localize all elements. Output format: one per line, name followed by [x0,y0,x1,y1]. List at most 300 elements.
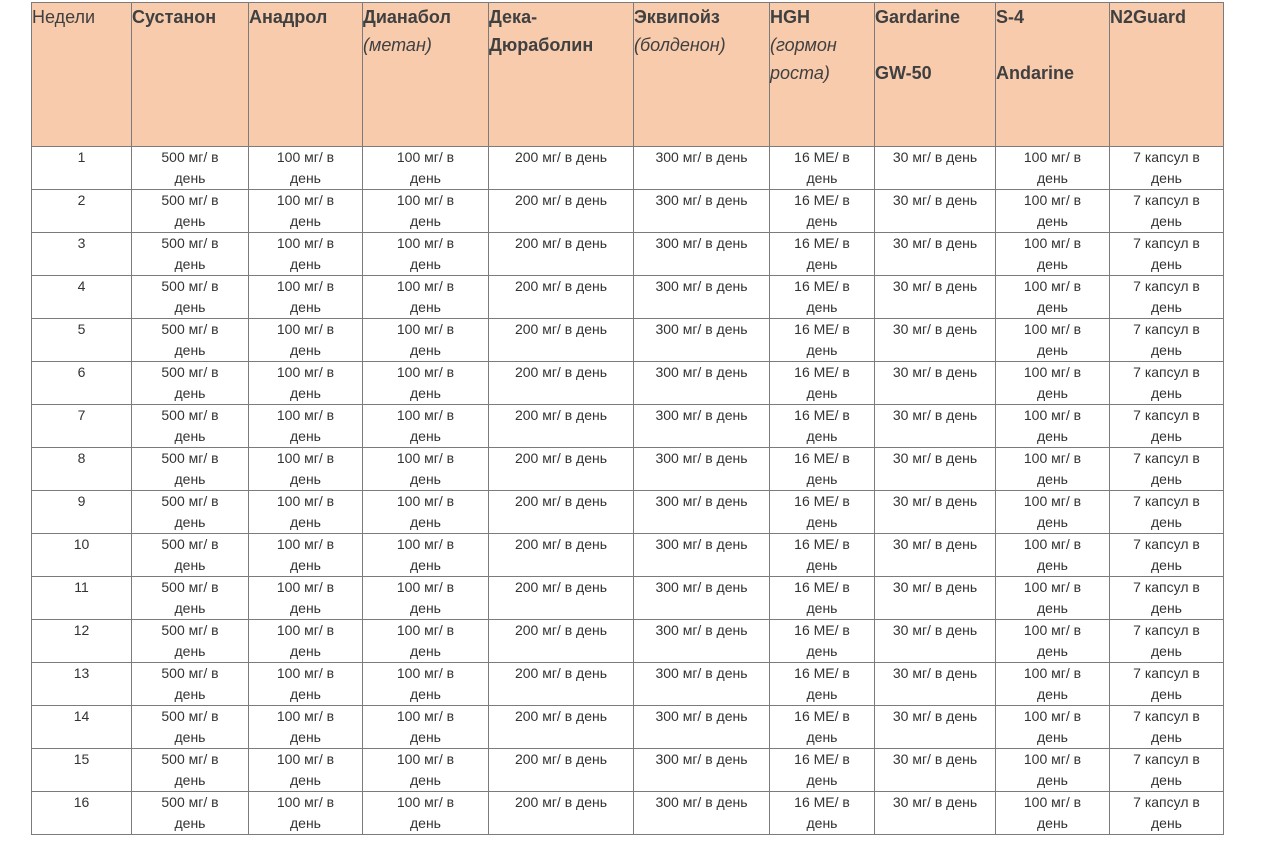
dose-cell-dianabol [363,577,489,620]
dose-cell-deca [489,577,634,620]
dose-cell-anadrol [249,620,363,663]
dose-text: 100 мг/ в [1023,149,1082,165]
dose-text: день [410,428,441,444]
dose-cell-gardarine [875,233,996,276]
dose-text: 100 мг/ в [276,149,335,165]
dose-text: день [290,600,321,616]
dose-text: 100 мг/ в [1023,708,1082,724]
dose-text: день [806,514,838,530]
header-deca-label-2: Дюраболин [489,35,594,55]
dose-text: день [410,213,441,229]
dose-cell-deca [489,749,634,792]
dose-cell-sustanon [132,233,249,276]
dose-text: 100 мг/ в [396,493,455,509]
dose-text: день [290,385,321,401]
table-row [32,319,1224,362]
table-row [32,620,1224,663]
dose-text: день [174,557,206,573]
dose-text: 500 мг/ в [161,192,219,208]
dose-cell-hgh [770,362,875,405]
dose-text: день [174,385,206,401]
dose-cell-equipoise [634,448,770,491]
dose-cell-hgh [770,448,875,491]
dose-text: день [1037,729,1068,745]
dose-text: 100 мг/ в [1023,493,1082,509]
dose-cell-dianabol [363,448,489,491]
dose-text: 100 мг/ в [396,751,455,767]
table-row [32,362,1224,405]
dose-cell-gardarine [875,577,996,620]
dose-text: день [410,385,441,401]
dose-text: день [290,643,321,659]
dose-cell-n2guard [1110,448,1224,491]
header-weeks-label: Недели [32,7,96,27]
dose-text: день [174,643,206,659]
dose-cell-sustanon [132,319,249,362]
dose-text: 100 мг/ в [1023,751,1082,767]
dose-text: день [410,557,441,573]
table-row [32,663,1224,706]
dose-text: день [290,514,321,530]
week-number: 11 [32,577,132,620]
header-equipoise [634,3,770,147]
dose-text: день [806,772,838,788]
dose-text: день [410,643,441,659]
header-andarine-label-2: Andarine [996,63,1075,83]
dose-text: 100 мг/ в [276,407,335,423]
dose-cell-anadrol [249,405,363,448]
dose-text: 30 мг/ в день [892,321,978,337]
dose-cell-dianabol [363,362,489,405]
dose-cell-dianabol [363,233,489,276]
dose-text: 100 мг/ в [396,536,455,552]
dose-cell-equipoise [634,620,770,663]
dose-text: день [806,600,838,616]
dose-text: день [806,385,838,401]
dose-cell-andarine [996,749,1110,792]
dose-cell-sustanon [132,276,249,319]
dose-text: 200 мг/ в день [514,622,608,638]
dose-text: 100 мг/ в [396,149,455,165]
dose-cell-andarine [996,706,1110,749]
dose-text: 300 мг/ в день [655,235,748,251]
dose-text: 300 мг/ в день [655,536,748,552]
dose-text: 200 мг/ в день [514,149,608,165]
dose-cell-n2guard [1110,276,1224,319]
dose-cell-andarine [996,491,1110,534]
dose-text: день [1151,213,1182,229]
dose-text: 300 мг/ в день [655,579,748,595]
dose-cell-dianabol [363,276,489,319]
dose-text: 300 мг/ в день [655,149,748,165]
dose-cell-anadrol [249,577,363,620]
dose-text: 7 капсул в [1133,665,1200,681]
dose-text: 200 мг/ в день [514,493,608,509]
dose-text: день [174,342,206,358]
week-number: 3 [32,233,132,276]
dose-text: 16 МЕ/ в [794,665,850,681]
dose-cell-deca [489,362,634,405]
dose-cell-deca [489,405,634,448]
dose-cell-andarine [996,147,1110,190]
dose-text: день [290,729,321,745]
dose-text: 100 мг/ в [396,278,455,294]
dose-cell-andarine [996,233,1110,276]
dose-text: 16 МЕ/ в [794,708,850,724]
dose-text: день [290,342,321,358]
dose-text: день [1151,600,1182,616]
dose-text: день [806,342,838,358]
dose-text: 500 мг/ в [161,407,219,423]
dose-text: 7 капсул в [1133,536,1200,552]
header-sustanon-label: Сустанон [132,7,217,27]
dose-text: 200 мг/ в день [514,364,608,380]
dose-text: 300 мг/ в день [655,192,748,208]
dose-text: 100 мг/ в [276,278,335,294]
dose-cell-equipoise [634,577,770,620]
dose-text: 30 мг/ в день [892,450,978,466]
dose-cell-sustanon [132,362,249,405]
dose-text: 7 капсул в [1133,450,1200,466]
dose-text: 100 мг/ в [1023,407,1082,423]
dose-text: 100 мг/ в [1023,794,1082,810]
dose-text: 500 мг/ в [161,149,219,165]
dose-cell-dianabol [363,620,489,663]
dose-cell-gardarine [875,448,996,491]
dose-cell-hgh [770,663,875,706]
dose-cell-hgh [770,792,875,835]
dose-text: 500 мг/ в [161,665,219,681]
dose-cell-deca [489,233,634,276]
week-number: 10 [32,534,132,577]
dose-text: 7 капсул в [1133,278,1200,294]
dose-text: день [290,815,321,831]
dose-text: день [1037,213,1068,229]
dose-cell-gardarine [875,147,996,190]
dose-text: 500 мг/ в [161,751,219,767]
dose-text: 30 мг/ в день [892,708,978,724]
dose-cell-gardarine [875,749,996,792]
dose-cell-n2guard [1110,405,1224,448]
dose-text: день [1151,385,1182,401]
dose-text: 500 мг/ в [161,235,219,251]
dose-text: день [290,471,321,487]
dose-text: 16 МЕ/ в [794,235,850,251]
dose-text: 16 МЕ/ в [794,192,850,208]
dose-cell-equipoise [634,147,770,190]
dose-cell-equipoise [634,534,770,577]
dose-cell-sustanon [132,405,249,448]
dose-text: день [174,213,206,229]
dose-cell-anadrol [249,448,363,491]
dose-text: 30 мг/ в день [892,192,978,208]
dose-cell-hgh [770,276,875,319]
dose-text: 100 мг/ в [276,622,335,638]
dose-text: день [806,686,838,702]
week-number: 12 [32,620,132,663]
dose-text: 100 мг/ в [396,708,455,724]
dose-text: 300 мг/ в день [655,708,748,724]
dose-text: 500 мг/ в [161,450,219,466]
dose-text: день [806,471,838,487]
dose-text: день [290,213,321,229]
dose-text: день [410,471,441,487]
dose-cell-n2guard [1110,233,1224,276]
dose-cell-deca [489,620,634,663]
dose-text: 7 капсул в [1133,192,1200,208]
dose-text: 200 мг/ в день [514,450,608,466]
dose-text: день [806,643,838,659]
dose-text: 100 мг/ в [276,364,335,380]
dose-text: 7 капсул в [1133,493,1200,509]
dose-cell-sustanon [132,749,249,792]
dose-cell-equipoise [634,749,770,792]
table-row [32,792,1224,835]
dose-text: 100 мг/ в [1023,321,1082,337]
dose-cell-andarine [996,448,1110,491]
dose-cell-n2guard [1110,577,1224,620]
dose-text: день [410,772,441,788]
dose-cell-hgh [770,319,875,362]
week-number: 15 [32,749,132,792]
dose-text: 300 мг/ в день [655,751,748,767]
dose-cell-anadrol [249,233,363,276]
dose-text: 30 мг/ в день [892,536,978,552]
dose-text: 200 мг/ в день [514,536,608,552]
dose-text: день [290,299,321,315]
dose-text: 100 мг/ в [396,665,455,681]
dose-cell-deca [489,534,634,577]
week-number: 4 [32,276,132,319]
dose-text: 30 мг/ в день [892,278,978,294]
dose-cell-dianabol [363,190,489,233]
dose-text: день [174,256,206,272]
dose-text: 7 капсул в [1133,579,1200,595]
dose-text: день [1151,815,1182,831]
dose-text: день [806,815,838,831]
week-number: 7 [32,405,132,448]
dose-text: день [1151,428,1182,444]
dose-text: день [290,256,321,272]
dose-text: день [1151,514,1182,530]
dose-cell-dianabol [363,706,489,749]
dose-text: 500 мг/ в [161,321,219,337]
dose-text: день [410,342,441,358]
header-dianabol-sub: (метан) [363,35,432,55]
dose-text: день [1037,686,1068,702]
dose-cell-anadrol [249,319,363,362]
dose-text: 100 мг/ в [276,708,335,724]
dose-text: 100 мг/ в [396,622,455,638]
dose-text: день [806,170,838,186]
dose-cell-hgh [770,233,875,276]
header-dianabol [363,3,489,147]
dose-cell-sustanon [132,663,249,706]
header-deca-label: Дека- [489,7,538,27]
dose-text: день [174,815,206,831]
dose-cell-gardarine [875,706,996,749]
dose-cell-sustanon [132,448,249,491]
dose-text: 100 мг/ в [396,579,455,595]
dose-text: 30 мг/ в день [892,235,978,251]
header-equipoise-sub: (болденон) [634,35,726,55]
dose-cell-gardarine [875,276,996,319]
dose-cell-andarine [996,362,1110,405]
dose-text: день [1151,299,1182,315]
header-gardarine-label-2: GW-50 [875,63,932,83]
header-gardarine [875,3,996,147]
dose-cell-sustanon [132,620,249,663]
dose-text: день [1037,428,1068,444]
dose-text: день [174,600,206,616]
dose-cell-hgh [770,534,875,577]
dose-text: день [806,428,838,444]
dose-text: 100 мг/ в [276,536,335,552]
dose-text: день [410,514,441,530]
dose-text: 100 мг/ в [1023,579,1082,595]
dose-cell-anadrol [249,362,363,405]
dose-text: 500 мг/ в [161,579,219,595]
dose-text: день [1151,170,1182,186]
dose-cell-anadrol [249,534,363,577]
dose-text: день [410,729,441,745]
dose-text: день [806,557,838,573]
dose-cell-n2guard [1110,491,1224,534]
dose-cell-anadrol [249,706,363,749]
dose-cell-sustanon [132,491,249,534]
dose-cell-deca [489,319,634,362]
dose-text: 200 мг/ в день [514,579,608,595]
dose-cell-anadrol [249,147,363,190]
dose-text: день [1037,514,1068,530]
dose-text: день [1151,686,1182,702]
dose-text: 300 мг/ в день [655,665,748,681]
header-weeks [32,3,132,147]
dose-cell-hgh [770,491,875,534]
table-row [32,276,1224,319]
dose-text: 7 капсул в [1133,235,1200,251]
header-hgh-sub: (гормон роста) [770,35,837,83]
dose-cell-n2guard [1110,620,1224,663]
dose-text: 100 мг/ в [276,450,335,466]
dose-text: 30 мг/ в день [892,794,978,810]
dose-text: 300 мг/ в день [655,794,748,810]
dose-cell-anadrol [249,792,363,835]
dose-text: 100 мг/ в [396,794,455,810]
dose-text: 7 капсул в [1133,622,1200,638]
dose-cell-anadrol [249,749,363,792]
dose-text: 200 мг/ в день [514,794,608,810]
dose-cell-n2guard [1110,792,1224,835]
dose-text: день [1151,643,1182,659]
dose-cell-sustanon [132,577,249,620]
table-row [32,233,1224,276]
dose-text: 100 мг/ в [276,665,335,681]
dose-cell-hgh [770,190,875,233]
dose-text: день [1037,385,1068,401]
dose-text: 100 мг/ в [396,450,455,466]
dose-text: день [1037,772,1068,788]
dose-cell-anadrol [249,663,363,706]
dose-text: 30 мг/ в день [892,579,978,595]
dose-cell-anadrol [249,190,363,233]
dose-text: 7 капсул в [1133,708,1200,724]
dose-cell-deca [489,276,634,319]
dose-cell-hgh [770,706,875,749]
dose-cell-andarine [996,405,1110,448]
dose-text: день [1037,600,1068,616]
header-anadrol [249,3,363,147]
dose-text: 100 мг/ в [1023,622,1082,638]
dose-cell-deca [489,491,634,534]
dose-text: 200 мг/ в день [514,192,608,208]
dose-cell-equipoise [634,405,770,448]
week-number: 6 [32,362,132,405]
dose-text: 30 мг/ в день [892,665,978,681]
dose-cell-andarine [996,577,1110,620]
dose-text: 16 МЕ/ в [794,278,850,294]
dose-text: 300 мг/ в день [655,278,748,294]
dose-text: день [290,772,321,788]
dose-cell-anadrol [249,491,363,534]
dose-text: день [1037,256,1068,272]
dose-text: 100 мг/ в [1023,278,1082,294]
dose-cell-equipoise [634,233,770,276]
dose-text: 30 мг/ в день [892,149,978,165]
dose-text: 200 мг/ в день [514,407,608,423]
dose-text: 16 МЕ/ в [794,536,850,552]
header-andarine-label: S-4 [996,7,1025,27]
dose-text: 100 мг/ в [1023,364,1082,380]
dose-cell-n2guard [1110,749,1224,792]
cycle-schedule-table [31,2,1224,835]
dose-text: день [1151,342,1182,358]
dose-text: день [806,729,838,745]
dose-cell-gardarine [875,663,996,706]
dose-cell-n2guard [1110,319,1224,362]
dose-cell-dianabol [363,792,489,835]
week-number: 9 [32,491,132,534]
dose-text: 200 мг/ в день [514,751,608,767]
dose-text: 100 мг/ в [1023,192,1082,208]
dose-text: 500 мг/ в [161,278,219,294]
header-n2guard [1110,3,1224,147]
dose-text: 100 мг/ в [396,407,455,423]
dose-text: 30 мг/ в день [892,407,978,423]
dose-text: день [1037,299,1068,315]
dose-text: 200 мг/ в день [514,235,608,251]
dose-cell-equipoise [634,190,770,233]
dose-cell-andarine [996,534,1110,577]
dose-cell-equipoise [634,362,770,405]
dose-cell-dianabol [363,534,489,577]
dose-text: 300 мг/ в день [655,493,748,509]
dose-cell-n2guard [1110,362,1224,405]
dose-text: 7 капсул в [1133,321,1200,337]
dose-text: 7 капсул в [1133,751,1200,767]
dose-text: 500 мг/ в [161,622,219,638]
dose-text: 16 МЕ/ в [794,751,850,767]
dose-text: 100 мг/ в [276,751,335,767]
dose-text: 7 капсул в [1133,364,1200,380]
dose-cell-deca [489,147,634,190]
dose-text: день [1151,729,1182,745]
header-sustanon [132,3,249,147]
dose-cell-n2guard [1110,190,1224,233]
dose-text: 300 мг/ в день [655,321,748,337]
dose-text: день [174,514,206,530]
dose-cell-sustanon [132,792,249,835]
